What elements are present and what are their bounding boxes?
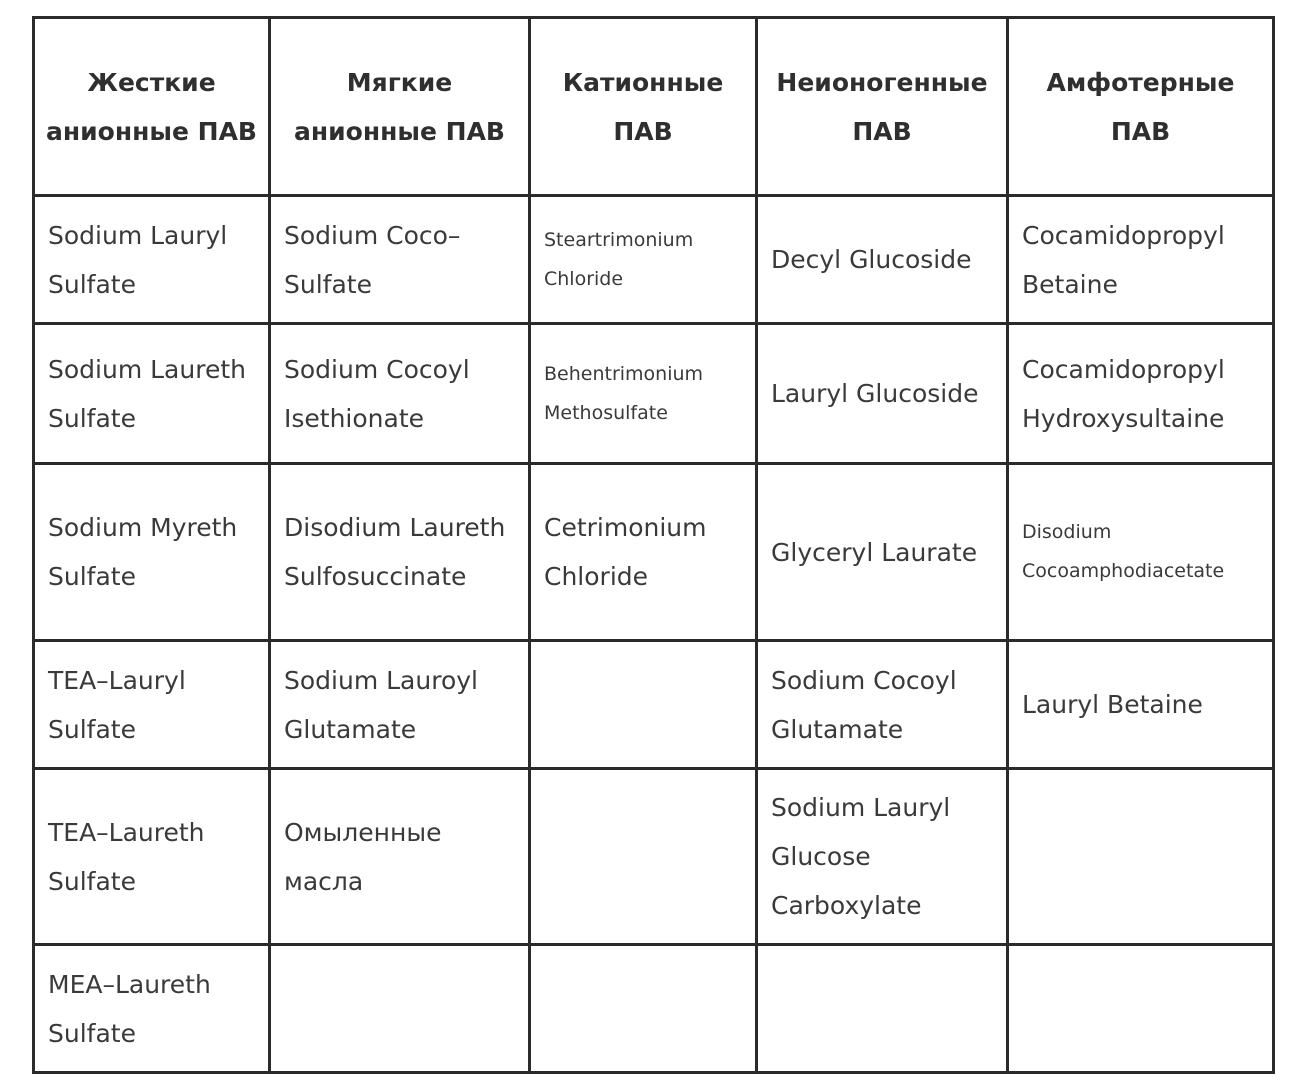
table-cell: Behentrimonium Methosulfate	[530, 324, 757, 464]
table-row	[34, 324, 1274, 464]
table-header-row	[34, 18, 1274, 196]
table-row	[34, 196, 1274, 324]
table-cell: Sodium Myreth Sulfate	[34, 464, 270, 641]
table-cell: Lauryl Glucoside	[757, 324, 1008, 464]
header-hard-anionic: Жесткие анионные ПАВ	[34, 18, 270, 196]
surfactants-table	[32, 16, 1275, 1074]
table-row	[34, 464, 1274, 641]
table-cell: Steartrimonium Chloride	[530, 196, 757, 324]
header-amphoteric: Амфотерные ПАВ	[1008, 18, 1274, 196]
table-cell: TEA–Lauryl Sulfate	[34, 641, 270, 769]
table-row	[34, 641, 1274, 769]
table-cell	[1008, 945, 1274, 1073]
table-cell	[530, 641, 757, 769]
table-cell: Sodium Cocoyl Isethionate	[270, 324, 530, 464]
table-cell: Sodium Lauryl Glucose Carboxylate	[757, 769, 1008, 945]
table-cell: Cocamidopropyl Hydroxysultaine	[1008, 324, 1274, 464]
table-row	[34, 945, 1274, 1073]
table-cell: Sodium Lauryl Sulfate	[34, 196, 270, 324]
table-cell: Sodium Coco–Sulfate	[270, 196, 530, 324]
table-cell: Decyl Glucoside	[757, 196, 1008, 324]
header-soft-anionic: Мягкие анионные ПАВ	[270, 18, 530, 196]
table-cell: Glyceryl Laurate	[757, 464, 1008, 641]
table-cell: TEA–Laureth Sulfate	[34, 769, 270, 945]
table-cell: Cocamidopropyl Betaine	[1008, 196, 1274, 324]
table-cell: Sodium Laureth Sulfate	[34, 324, 270, 464]
table-cell: Disodium Cocoamphodiacetate	[1008, 464, 1274, 641]
table-cell: Disodium Laureth Sulfosuccinate	[270, 464, 530, 641]
table-cell	[530, 945, 757, 1073]
table-cell	[757, 945, 1008, 1073]
table-row	[34, 769, 1274, 945]
table-cell: Омыленные масла	[270, 769, 530, 945]
table-cell: Lauryl Betaine	[1008, 641, 1274, 769]
table-cell	[1008, 769, 1274, 945]
table-cell: Sodium Lauroyl Glutamate	[270, 641, 530, 769]
header-nonionic: Неионогенные ПАВ	[757, 18, 1008, 196]
header-cationic: Катионные ПАВ	[530, 18, 757, 196]
table-cell: Sodium Cocoyl Glutamate	[757, 641, 1008, 769]
table-cell: Cetrimonium Chloride	[530, 464, 757, 641]
table-cell	[270, 945, 530, 1073]
table-cell	[530, 769, 757, 945]
table-cell: MEA–Laureth Sulfate	[34, 945, 270, 1073]
